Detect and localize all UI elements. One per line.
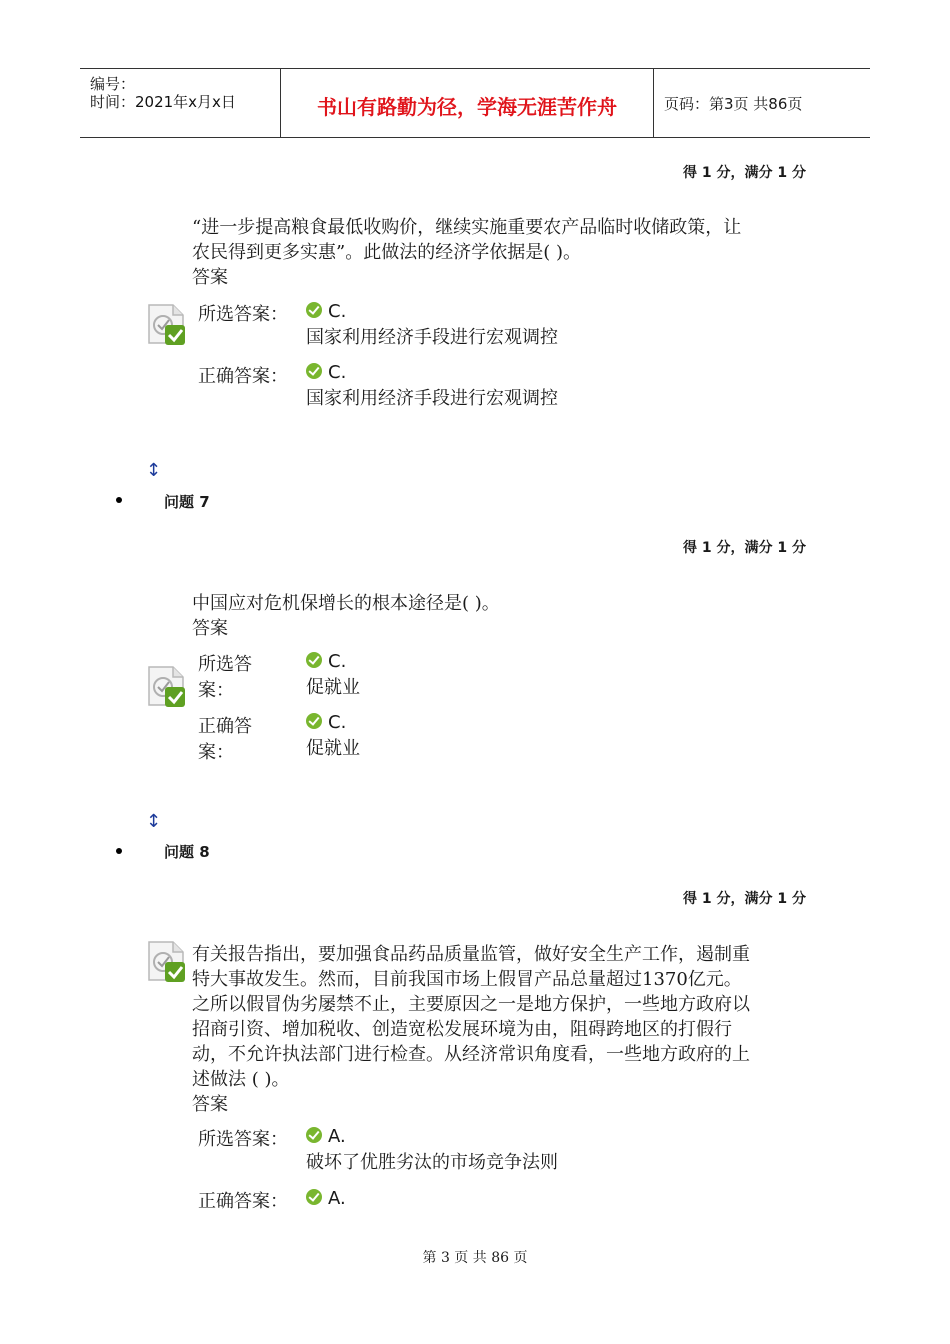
header-page-number: 页码：第3页 共86页 <box>664 95 803 113</box>
q6-question-text <box>192 215 792 290</box>
q8-correct-label: 正确答案： <box>198 1191 288 1212</box>
q8-text-line: 述做法 ( )。 <box>192 1069 290 1090</box>
q8-selected-label: 所选答案： <box>198 1129 288 1150</box>
q6-score: 得 1 分，满分 1 分 <box>683 165 806 181</box>
page-header <box>80 68 870 138</box>
q7-selected-letter: C. <box>328 651 347 672</box>
graded-document-icon <box>145 303 189 347</box>
q6-answer-label: 答案 <box>192 267 228 288</box>
q6-correct-letter: C. <box>328 362 347 383</box>
q7-selected-answer <box>306 649 360 701</box>
q7-correct-label-line: 案： <box>198 742 234 763</box>
check-circle-icon <box>306 713 322 729</box>
graded-document-icon <box>145 940 189 984</box>
q8-score: 得 1 分，满分 1 分 <box>683 891 806 907</box>
q6-text-line: 农民得到更多实惠”。此做法的经济学依据是( )。 <box>192 242 581 263</box>
q6-selected-answer <box>306 299 558 351</box>
check-circle-icon <box>306 302 322 318</box>
document-time: 时间：2021年x月x日 <box>90 93 236 111</box>
check-circle-icon <box>306 363 322 379</box>
q8-text-line: 动，不允许执法部门进行检查。从经济常识角度看，一些地方政府的上 <box>192 1044 750 1065</box>
q8-selected-answer <box>306 1124 558 1176</box>
document-number: 编号： <box>90 75 136 93</box>
q8-text-line: 有关报告指出，要加强食品药品质量监管，做好安全生产工作，遏制重 <box>192 944 750 965</box>
q7-title: 问题 7 <box>164 493 210 511</box>
check-circle-icon <box>306 1189 322 1205</box>
q8-text-line: 招商引资、增加税收、创造宽松发展环境为由，阻碍跨地区的打假行 <box>192 1019 732 1040</box>
q8-correct-letter: A. <box>328 1188 346 1209</box>
list-bullet <box>116 848 122 854</box>
q8-selected-letter: A. <box>328 1126 346 1147</box>
q7-selected-label-line: 案： <box>198 680 234 701</box>
header-motto: 书山有路勤为径，学海无涯苦作舟 <box>317 95 617 119</box>
q7-correct-answer <box>306 710 360 762</box>
q7-correct-label <box>198 714 252 766</box>
q8-question-text <box>192 942 792 1117</box>
q7-correct-label-line: 正确答 <box>198 716 252 737</box>
q8-answer-label: 答案 <box>192 1094 228 1115</box>
graded-document-icon <box>145 665 189 709</box>
header-info-cell <box>80 69 281 137</box>
list-bullet <box>116 497 122 503</box>
check-circle-icon <box>306 1127 322 1143</box>
header-page-cell <box>654 69 870 137</box>
q6-correct-text: 国家利用经济手段进行宏观调控 <box>306 388 558 409</box>
q7-selected-label-line: 所选答 <box>198 654 252 675</box>
page-footer: 第 3 页 共 86 页 <box>422 1250 528 1266</box>
q6-selected-text: 国家利用经济手段进行宏观调控 <box>306 327 558 348</box>
q7-selected-text: 促就业 <box>306 677 360 698</box>
q6-correct-label: 正确答案： <box>198 366 288 387</box>
q7-score: 得 1 分，满分 1 分 <box>683 540 806 556</box>
check-circle-icon <box>306 652 322 668</box>
q6-text-line: “进一步提高粮食最低收购价，继续实施重要农产品临时收储政策，让 <box>192 217 742 238</box>
q7-text-line: 中国应对危机保增长的根本途径是( )。 <box>192 593 500 614</box>
q7-selected-label <box>198 652 252 704</box>
q6-selected-label: 所选答案： <box>198 304 288 325</box>
q8-title: 问题 8 <box>164 843 210 861</box>
q6-correct-answer <box>306 360 558 412</box>
header-motto-cell <box>281 69 654 137</box>
q8-selected-text: 破坏了优胜劣汰的市场竞争法则 <box>306 1152 558 1173</box>
q6-selected-letter: C. <box>328 301 347 322</box>
q7-answer-label: 答案 <box>192 618 228 639</box>
q8-text-line: 之所以假冒伪劣屡禁不止，主要原因之一是地方保护，一些地方政府以 <box>192 994 750 1015</box>
up-down-arrow-icon[interactable]: ↕ <box>146 460 162 481</box>
up-down-arrow-icon[interactable]: ↕ <box>146 811 162 832</box>
q7-correct-text: 促就业 <box>306 738 360 759</box>
q7-correct-letter: C. <box>328 712 347 733</box>
q7-question-text <box>192 591 792 641</box>
q8-correct-answer <box>306 1186 346 1212</box>
q8-text-line: 特大事故发生。然而，目前我国市场上假冒产品总量超过1370亿元。 <box>192 969 742 990</box>
